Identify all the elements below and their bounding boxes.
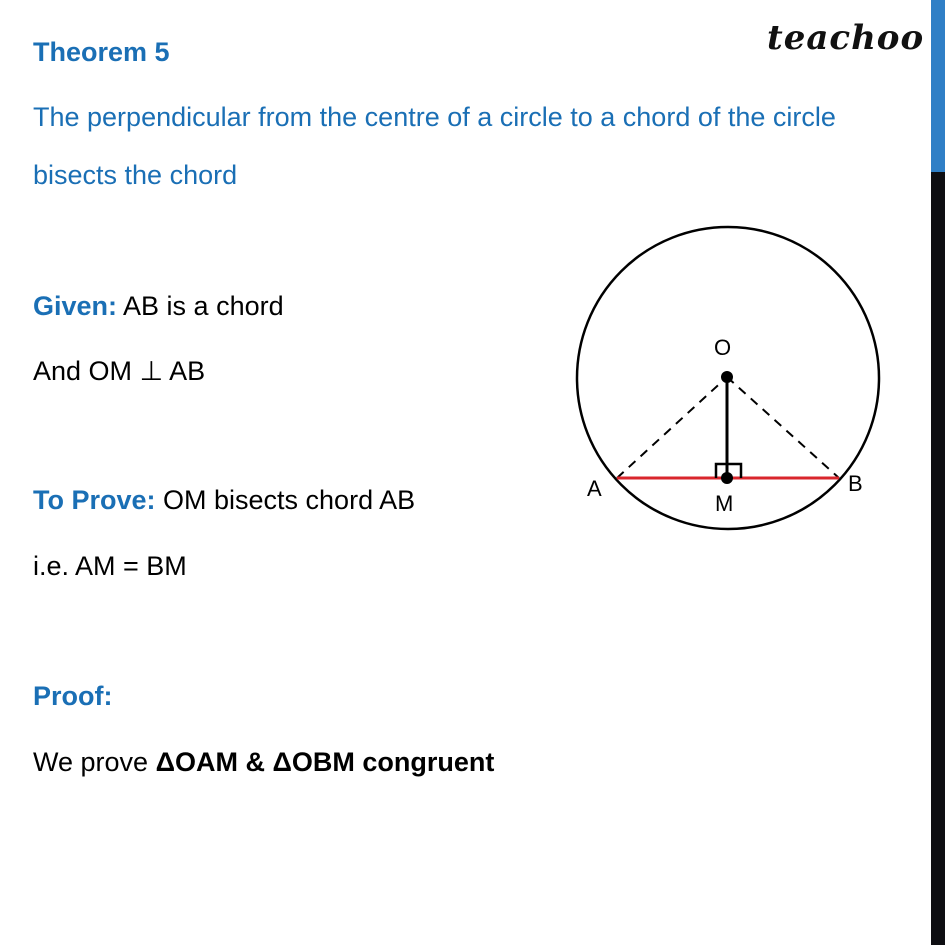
to-prove-label: To Prove: [33,485,156,515]
to-prove-equation: i.e. AM = BM [33,551,187,581]
proof-label: Proof: [33,681,113,711]
label-a: A [587,476,602,501]
given-text: AB is a chord [117,291,284,321]
label-o: O [714,335,732,360]
proof-text [33,746,494,778]
circle-chord-diagram [560,215,900,535]
label-b: B [848,471,863,496]
to-prove-text: OM bisects chord AB [155,485,416,515]
given-line [33,290,284,322]
teachoo-logo: teachoo [767,18,925,58]
point-o [721,371,733,383]
label-m: M [715,491,734,516]
given-perpendicular-line: And OM ⊥ AB [33,356,206,386]
given-label: Given: [33,291,118,321]
theorem-title: Theorem 5 [33,37,170,67]
proof-text-bold: ΔOAM & ΔOBM congruent [155,747,495,777]
theorem-statement-line-2: bisects the chord [33,160,238,190]
scrollbar-thumb[interactable] [931,0,945,172]
radius-ob [727,377,839,478]
proof-text-prefix: We prove [33,747,156,777]
radius-oa [617,377,727,478]
to-prove-line [33,484,415,516]
theorem-statement-line-1: The perpendicular from the centre of a circle to a chord of the circle [33,102,836,132]
point-m [721,472,733,484]
